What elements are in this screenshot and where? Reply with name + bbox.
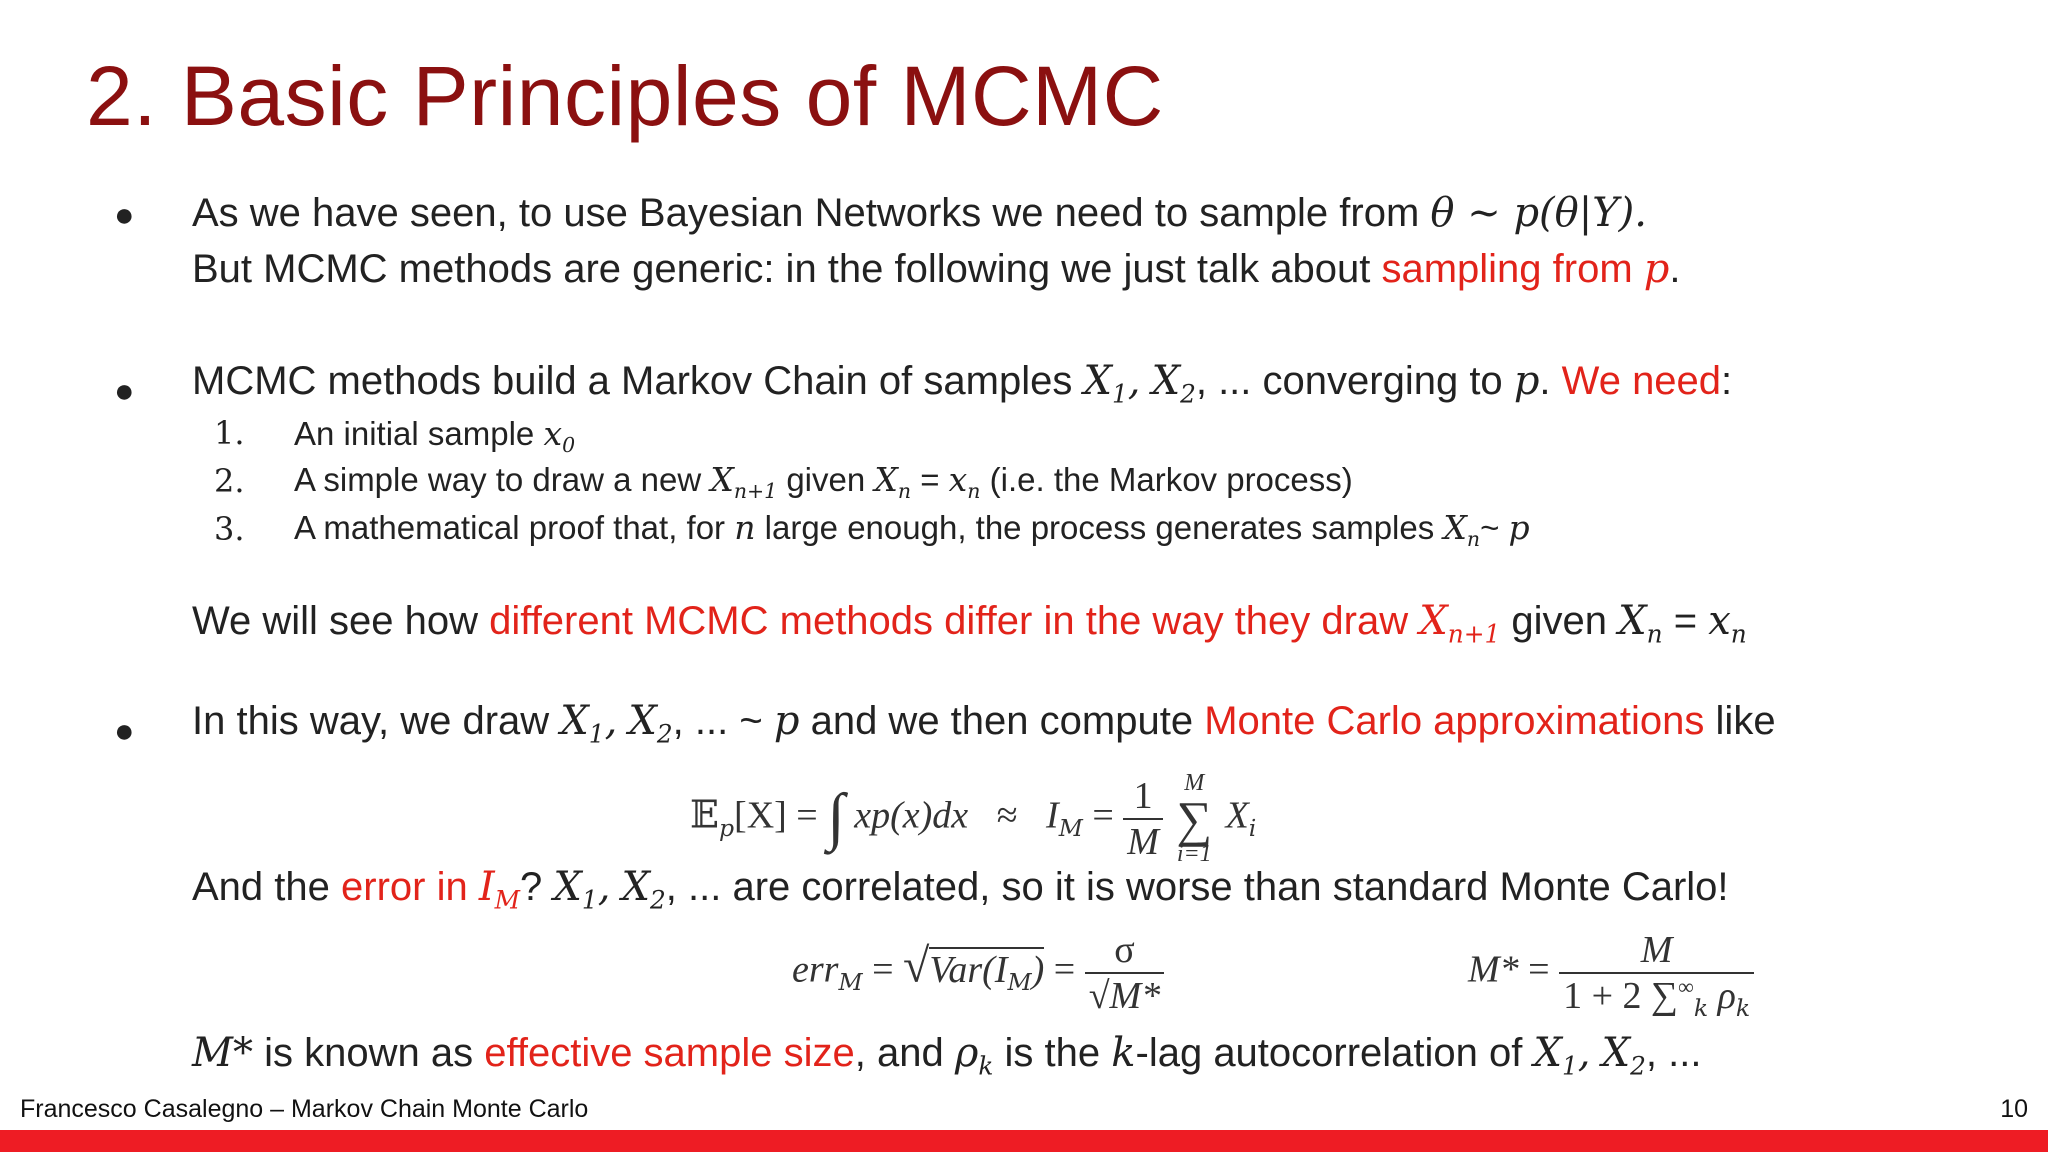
math-x: X [874, 460, 898, 499]
math-x: X [628, 698, 657, 744]
math-sub: n [1466, 527, 1481, 552]
ess-formula [1468, 928, 1754, 1023]
math-sub: n+1 [1447, 619, 1501, 649]
text: ~ [1480, 509, 1500, 546]
math-sub: 1 [588, 719, 605, 749]
bullet2-line1: MCMC methods build a Markov Chain of samples $X_1$, $X_2$, ... converging to p. We need: [192, 358, 1733, 409]
math-text: = [872, 948, 894, 991]
math-sub: M [494, 885, 521, 915]
text: We will see how [192, 599, 479, 643]
math-k: k [1111, 1030, 1136, 1076]
highlight-text: effective sample size [484, 1031, 855, 1075]
math-x: X [1419, 598, 1448, 644]
slide-title: 2. Basic Principles of MCMC [86, 49, 1164, 143]
fraction [1559, 928, 1754, 1023]
highlight-text: sampling from [1381, 247, 1633, 291]
numerator: M [1559, 928, 1754, 974]
denominator [1559, 974, 1754, 1023]
highlight-text: error in [341, 865, 468, 909]
bullet1-line1 [192, 190, 1647, 236]
error-question-line: And the error in $I_M$? $X_1$, $X_2$, ... are correlated, so it is worse than standard Monte Carlo! [192, 864, 1729, 915]
text: And the [192, 865, 330, 909]
text: , ... [1645, 1031, 1702, 1075]
page-number: 10 [2000, 1095, 2028, 1123]
math-x: x [543, 414, 563, 453]
math-x: X [1533, 1030, 1563, 1076]
math-p: p [1513, 358, 1540, 404]
math-text: 1 + 2 ∑ [1563, 975, 1679, 1017]
bullet-dot: ● [114, 712, 135, 750]
math-n: n [734, 508, 756, 547]
math-x: X [1151, 358, 1181, 404]
highlight-text: We need [1561, 359, 1722, 403]
sum-operator [1176, 770, 1212, 868]
text: large enough, the process generates samples [764, 509, 1435, 546]
math-m-star: M* [192, 1030, 253, 1076]
math-x: X [710, 460, 734, 499]
math-x: X [1618, 598, 1647, 644]
denominator: M [1127, 821, 1159, 863]
fraction [1085, 928, 1165, 1018]
math-x: X [621, 864, 651, 910]
bullet-dot: ● [114, 372, 135, 410]
math-i: I [478, 864, 495, 910]
math-sub: n [967, 479, 981, 504]
math-sub: p [718, 813, 735, 842]
math-text: Var(I [929, 948, 1008, 991]
math-sub: 2 [650, 885, 666, 915]
math-x: x [1708, 598, 1731, 644]
numerator: 1 [1123, 774, 1163, 820]
math-text: err [792, 948, 839, 991]
sum-symbol: ∑ [1176, 791, 1213, 847]
text: , ... are correlated, so it is worse than standard Monte Carlo! [665, 865, 1729, 909]
sum-lower: i=1 [1176, 841, 1212, 867]
approx-symbol: ≈ [996, 794, 1018, 837]
text: given [1511, 599, 1607, 643]
math-x: X [553, 864, 582, 910]
sqrt-symbol: √ [903, 939, 930, 993]
text: , and [854, 1031, 944, 1075]
list-number: 1. [214, 414, 245, 452]
bullet-dot: ● [114, 196, 135, 234]
text: , ... converging to [1195, 359, 1503, 403]
text: and we then compute [810, 699, 1194, 743]
integral-symbol: ∫ [827, 780, 845, 852]
text: -lag autocorrelation of [1135, 1031, 1523, 1075]
text: . [1669, 247, 1681, 291]
sum-lower: k [1693, 994, 1709, 1023]
math-sub: 1 [581, 885, 598, 915]
bullet1-line2 [192, 246, 1681, 292]
text: An initial sample [294, 415, 535, 452]
sum-upper: M [1184, 770, 1205, 796]
math-sub: n [1646, 619, 1663, 649]
list-number: 2. [214, 462, 245, 500]
text: In this way, we draw [192, 699, 550, 743]
math-sub: 2 [1630, 1051, 1646, 1081]
math-text: xp(x)dx [854, 794, 969, 837]
math-theta: θ ~ p(θ|Y). [1430, 190, 1647, 236]
footer-bar [0, 1130, 2048, 1152]
math-x: X [1443, 508, 1467, 547]
denominator: √M* [1088, 975, 1161, 1017]
math-x: X [1083, 358, 1112, 404]
math-sub: n+1 [733, 479, 778, 504]
math-sub: k [1735, 994, 1751, 1023]
text: A simple way to draw a new [294, 461, 702, 498]
text: , ... ~ [672, 699, 763, 743]
math-text: = [1528, 948, 1550, 991]
text: MCMC methods build a Markov Chain of samples [192, 359, 1073, 403]
math-x: X [560, 698, 589, 744]
math-sub: n [1730, 619, 1747, 649]
radicand [929, 947, 1045, 996]
math-text: [X] = [734, 794, 818, 837]
math-text: = [1053, 948, 1076, 991]
math-sub: 0 [562, 433, 576, 458]
math-sub: k [978, 1051, 994, 1081]
text: like [1715, 699, 1776, 743]
math-text: X [1225, 794, 1249, 837]
highlight-text: Monte Carlo approximations [1204, 699, 1705, 743]
math-x: x [948, 460, 968, 499]
math-p: p [773, 698, 800, 744]
text: But MCMC methods are generic: in the following we just talk about [192, 247, 1371, 291]
math-sub: 2 [656, 719, 673, 749]
text: : [1721, 359, 1733, 403]
text: . [1539, 359, 1551, 403]
list-item-3 [294, 508, 1530, 552]
text: ? [520, 865, 543, 909]
text: = [911, 461, 949, 498]
math-sub: 2 [1180, 379, 1196, 409]
error-formula [792, 928, 1164, 1018]
list-number: 3. [214, 510, 245, 548]
math-sub: 1 [1111, 379, 1128, 409]
list-item-2 [294, 460, 1353, 504]
text: A mathematical proof that, for [294, 509, 726, 546]
math-text: = [1092, 794, 1114, 837]
math-rho: ρ [954, 1030, 979, 1076]
fraction [1123, 774, 1163, 864]
text: given [786, 461, 866, 498]
text: is known as [264, 1031, 474, 1075]
expectation-symbol: 𝔼 [690, 794, 719, 837]
math-text: M* [1468, 948, 1519, 991]
text: As we have seen, to use Bayesian Networks we need to sample from [192, 191, 1420, 235]
math-text: ρ [1717, 975, 1736, 1017]
math-p: p [1643, 246, 1670, 292]
math-x: X [1601, 1030, 1631, 1076]
math-text: I [1046, 794, 1059, 837]
highlight-text: different MCMC methods differ in the way they draw [489, 599, 1409, 643]
math-sub: n [897, 479, 912, 504]
math-sub: M [1007, 967, 1032, 996]
math-sub: M [838, 967, 863, 996]
footer-author: Francesco Casalegno – Markov Chain Monte Carlo [20, 1095, 589, 1123]
text: (i.e. the Markov process) [989, 461, 1353, 498]
bullet3-line1: In this way, we draw $X_1$, $X_2$, ... ~ p and we then compute Monte Carlo approximations like [192, 698, 1776, 749]
numerator: σ [1085, 928, 1165, 974]
monte-carlo-formula [690, 770, 1256, 868]
text: = [1662, 599, 1709, 643]
sum-upper: ∞ [1678, 974, 1694, 999]
list-item-1 [294, 414, 576, 458]
math-sub: i [1248, 813, 1257, 842]
mcmc-difference-note [192, 598, 1747, 649]
math-p: p [1508, 508, 1530, 547]
math-text: ) [1031, 948, 1045, 991]
math-sub: 1 [1562, 1051, 1578, 1081]
text: is the [1004, 1031, 1101, 1075]
math-sub: M [1058, 813, 1083, 842]
ess-explanation: M* is known as effective sample size, and $\rho_k$ is the k-lag autocorrelation of $X_1$, $X_2$, ... [192, 1030, 1702, 1081]
